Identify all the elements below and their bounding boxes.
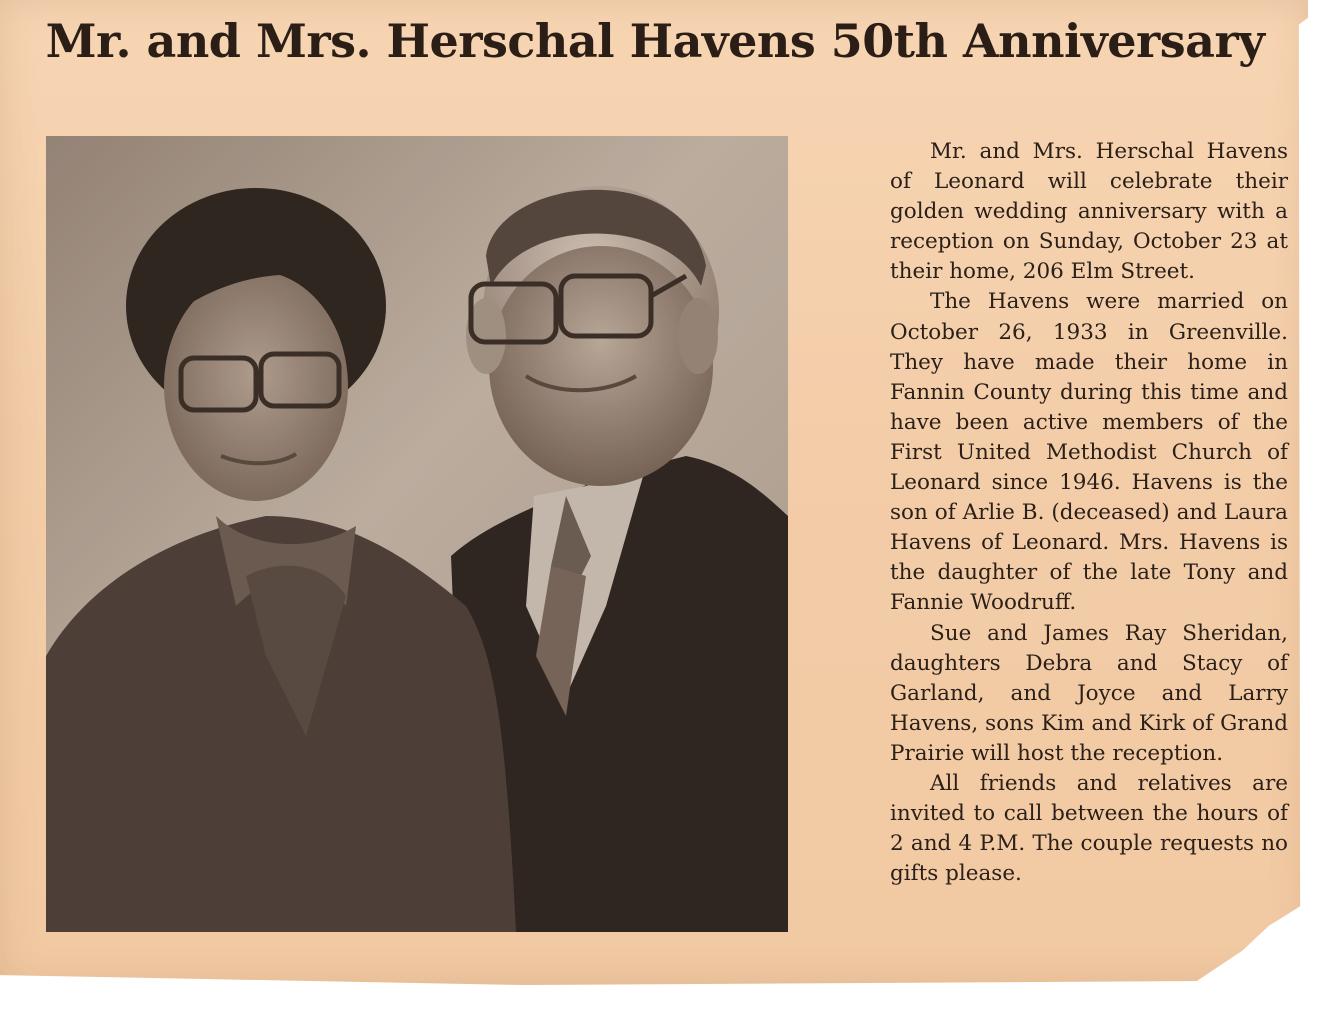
article-paragraph: All friends and relatives are invited to call between the hours of 2 and 4 P.M. The couple requests no gifts please. <box>890 770 1288 887</box>
article-body <box>890 137 1288 889</box>
article-paragraph: The Havens were married on October 26, 1933 in Greenville. They have made their home in Fannin County during this time and have been active members of the First United Methodist Church of Leonard since 1946. Havens is the son of Arlie B. (deceased) and Laura Havens of Leonard. Mrs. Havens is the daughter of the late Tony and Fannie Woodruff. <box>890 289 1288 616</box>
article-paragraph: Sue and James Ray Sheridan, daughters Debra and Stacy of Garland, and Joyce and Larry Havens, sons Kim and Kirk of Grand Prairie will host the reception. <box>890 620 1288 766</box>
couple-portrait-photo <box>46 136 788 932</box>
article-paragraph: Mr. and Mrs. Herschal Havens of Leonard will celebrate their golden wedding anniversary with a reception on Sunday, October 23 at their home, 206 Elm Street. <box>890 139 1288 285</box>
headline: Mr. and Mrs. Herschal Havens 50th Anniversary <box>45 14 1265 68</box>
portrait-illustration <box>46 136 788 932</box>
